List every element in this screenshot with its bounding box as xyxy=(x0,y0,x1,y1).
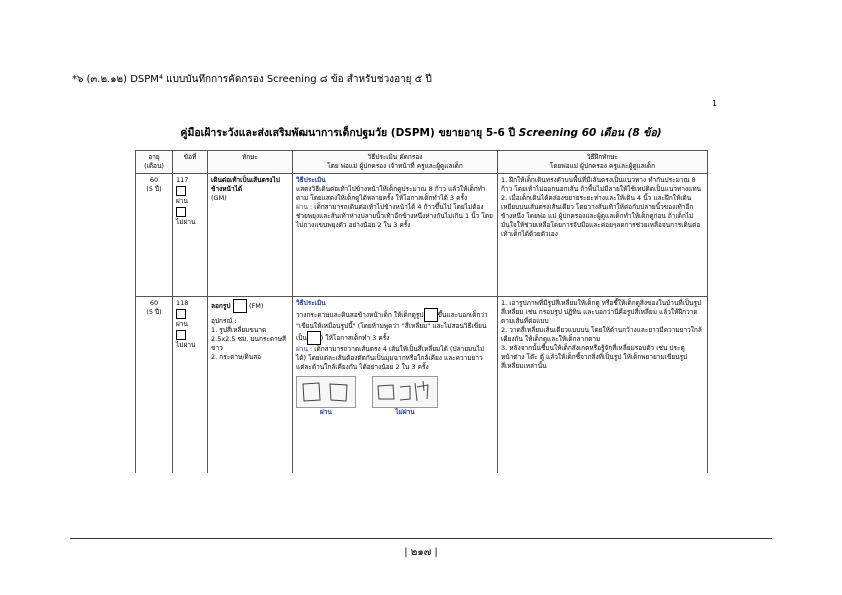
sketch-fail-image xyxy=(372,376,438,408)
fail-label: ไม่ผ่าน xyxy=(176,218,196,226)
table-row xyxy=(136,297,708,474)
header-practice-title: วิธีฝึกทักษะ xyxy=(586,153,619,161)
pass-criteria-text: เด็กสามารถวาดเส้นตรง 4 เส้นให้เป็นสี่เหลี่ยมได้ (ปลายมนไม่ได้) โดยแต่ละเส้นต้องตัดกันเป็นมุมฉากหรือใกล้เคียง และความยาวแต่ละด้านใกล้เคียงกัน ได้อย่างน้อย 2 ใน 3 ครั้ง xyxy=(296,345,485,371)
item-cell xyxy=(173,174,208,297)
pass-criteria-text: เด็กสามารถเดินต่อเท้าไปข้างหน้าได้ 4 ก้าวขึ้นไป โดยไม่ต้องช่วยพยุงและส้นเท้าห่างปลายนิ้วเท้าอีกข้างหนึ่งห่างกันไม่เกิน 1 นิ้ว โดยไม่กางแขนพยุงตัว อย่างน้อย 2 ใน 3 ครั้ง xyxy=(296,203,493,229)
fail-label: ไม่ผ่าน xyxy=(176,341,196,349)
skill-text: เดินต่อเท้าเป็นเส้นตรงไปข้างหน้าได้ xyxy=(211,176,280,193)
method-cell xyxy=(293,174,498,297)
age-cell xyxy=(136,174,173,297)
title-italic: Screening 60 เดือน (8 ข้อ) xyxy=(518,127,662,139)
header-practice xyxy=(498,151,708,174)
practice-cell xyxy=(498,174,708,297)
pass-checkbox[interactable] xyxy=(176,309,186,319)
pass-criteria xyxy=(296,203,494,230)
pass-label: ผ่าน xyxy=(176,320,188,328)
header-skill: ทักษะ xyxy=(208,151,293,174)
skill-cell xyxy=(208,174,293,297)
fail-checkbox[interactable] xyxy=(176,330,186,340)
header-row xyxy=(136,151,708,174)
header-method-title: วิธีประเมิน คัดกรอง xyxy=(367,153,423,161)
skill-text xyxy=(211,299,289,313)
practice-cell xyxy=(498,297,708,474)
method-text: แสดงวิธีเดินต่อเท้าไปข้างหน้าให้เด็กดูประมาณ 8 ก้าว แล้วให้เด็กทำตาม โดยแสดงให้เด็กดูได้หลายครั้ง ให้โอกาสเด็กทำได้ 3 ครั้ง xyxy=(296,185,486,202)
item-number: 117 xyxy=(176,176,189,184)
square-icon xyxy=(424,308,438,322)
footer-rule xyxy=(70,538,772,539)
practice-text: 1. เอารูปภาพที่มีรูปสี่เหลี่ยมให้เด็กดู หรือชี้ให้เด็กดูสิ่งของในบ้านที่เป็นรูปสี่เหลี่ยม เช่น กรอบรูป ปฏิทิน และบอกว่านี่คือรูปสี่เหลี่ยม แล้วให้ฝึกวาดตามเส้นที่ต่อแบบ 2. วาดสี่เหลี่ยมเส้นเดียวแบบบน โดยให้ด้านกว้างและยาวมีความยาวใกล้เคียงกัน ให้เด็กดูและให้เด็กลากตาม 3. หลังจากนั้นชี้บนให้เด็กสังเกตหรือรู้จักสี่เหลี่ยมรอบตัว เช่น ประตู หน้าต่าง โต๊ะ ตู้ แล้วให้เด็กชี้จากสิ่งที่เป็นรูป ให้เด็กพยายามเขียนรูปสี่เหลี่ยมเหล่านั้น xyxy=(501,299,702,370)
page-number: | ๒๑๗ | xyxy=(404,547,438,558)
sketch-pass xyxy=(296,376,356,417)
practice-text: 1. ฝึกให้เด็กเดินทรงตัวบนพื้นที่มีเส้นตรงเป็นแนวทาง ทำกันประมาณ 8 ก้าว โดยเท้าไม่ออกนอกเส้น ถ้าพื้นไม่มีลายให้ใช้เทปติดเป็นแนวทางแทน 2. เมื่อเด็กเดินได้คล่องขยายระยะห่างและให้เดิน 4 นิ้ว และฝึกให้เดินเหยียบบนเส้นตรงเส้นเดียว โดยวางส้นเท้าให้ต่อกับปลายนิ้วของเท้าอีกข้างหนึ่ง โดยพ่อ แม่ ผู้ปกครองและผู้ดูแลเด็กทำให้เด็กดูก่อน ถ้าเด็กไม่มั่นใจให้ช่วยเหลือโดยการจับมือและค่อยๆลดการช่วยเหลือจนการเดินต่อเท้าเด็กได้ด้วยตัวเอง xyxy=(501,176,702,238)
item-cell xyxy=(173,297,208,474)
title-main: คู่มือเฝ้าระวังและส่งเสริมพัฒนาการเด็กปฐมวัย (DSPM) ขยายอายุ 5-6 ปี xyxy=(180,127,516,139)
header-practice-sub: โดยพ่อแม่ ผู้ปกครอง ครูและผู้ดูแลเด็ก xyxy=(549,162,656,170)
header-item-no: ข้อที่ xyxy=(173,151,208,174)
age-value: 60 xyxy=(149,176,159,184)
method-text xyxy=(296,308,494,345)
skill-pre: ลอกรูป xyxy=(211,302,231,310)
method-text-a: วางกระดาษและดินสอข้างหน้าเด็ก ให้เด็กดูรูป xyxy=(296,311,424,319)
sketch-fail-label: ไม่ผ่าน xyxy=(395,408,415,416)
method-label: วิธีประเมิน xyxy=(296,299,326,307)
sketch-fail xyxy=(372,376,438,417)
square-icon xyxy=(307,331,321,345)
table-row xyxy=(136,174,708,297)
method-text-c: ) ให้โอกาสเด็กทำ 3 ครั้ง xyxy=(320,334,390,342)
square-icon xyxy=(233,299,247,313)
method-label: วิธีประเมิน xyxy=(296,176,326,184)
age-sub: (5 ปี) xyxy=(146,308,162,316)
document-heading: *๖ (๓.๒.๑๒) DSPM⁴ แบบบันทึกการคัดกรอง Screening ๘ ข้อ สำหรับช่วงอายุ ๕ ปี xyxy=(72,74,432,85)
skill-domain: (FM) xyxy=(248,302,264,310)
page-mark: 1 xyxy=(712,99,718,108)
sketch-pass-image xyxy=(296,376,356,408)
pass-checkbox[interactable] xyxy=(176,186,186,196)
screening-table xyxy=(135,150,708,473)
tools-text: 1. รูปสี่เหลี่ยมขนาด 2.5x2.5 ซม. บนกระดาษสีขาว 2. กระดาษ/ดินสอ xyxy=(211,326,287,361)
age-sub: (5 ปี) xyxy=(146,185,162,193)
item-number: 118 xyxy=(176,299,189,307)
tools-label: อุปกรณ์ : xyxy=(211,317,237,325)
header-age: อายุ (เดือน) xyxy=(136,151,173,174)
pass-criteria-label: ผ่าน : xyxy=(296,345,313,353)
skill-domain: (GM) xyxy=(211,194,227,202)
skill-cell xyxy=(208,297,293,474)
pass-criteria-label: ผ่าน : xyxy=(296,203,313,211)
method-text-b: ขึ้นและบอกเด็กว่า "เขียนให้เหมือนรูปนี้" (โดยห้ามพูดว่า "สี่เหลี่ยม" และไม่สอนวิธีเขียนเป็น xyxy=(296,311,488,342)
header-method xyxy=(293,151,498,174)
fail-checkbox[interactable] xyxy=(176,207,186,217)
header-method-sub: โดย พ่อแม่ ผู้ปกครอง เจ้าหน้าที่ ครูและผู้ดูแลเด็ก xyxy=(327,162,463,170)
table-title xyxy=(0,124,842,141)
pass-criteria xyxy=(296,345,494,372)
age-cell xyxy=(136,297,173,474)
example-sketches xyxy=(296,376,494,417)
sketch-pass-label: ผ่าน xyxy=(320,408,332,416)
age-value: 60 xyxy=(149,299,159,307)
method-cell xyxy=(293,297,498,474)
pass-label: ผ่าน xyxy=(176,197,188,205)
